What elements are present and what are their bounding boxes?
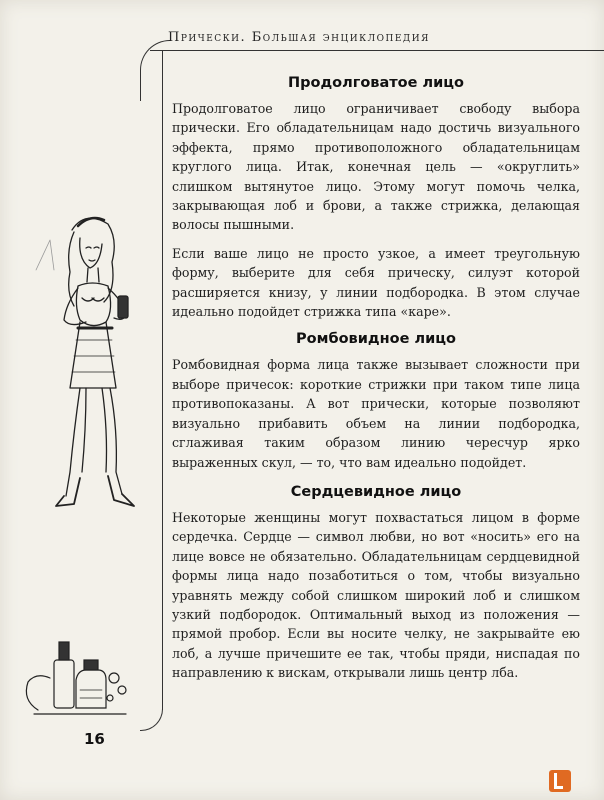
paragraph: Продолговатое лицо ограничивает свободу выбора прически. Его обладательницам надо достичь визуального эффекта, прямо противоположного обладательницам круглого лица. Итак, конечная цель — «округлить» слишком вытянутое лицо. Этому могут помочь челка, закрывающая лоб и брови, а также стрижка, делающая волосы пышными. <box>172 101 580 233</box>
header-rule <box>150 50 604 51</box>
running-header-title: Прически. Большая энциклопедия <box>168 30 430 45</box>
paragraph: Если ваше лицо не просто узкое, а имеет треугольную форму, выберите для себя прическу, силуэт которой расширяется книзу, у линии подбородка. В этом случае идеально подойдет стрижка типа «каре». <box>172 245 580 320</box>
ribbon-curl-ornament <box>140 690 163 731</box>
section-heading-oblong: Продолговатое лицо <box>287 75 464 91</box>
vertical-ribbon-rule <box>152 50 163 710</box>
page-number: 16 <box>84 730 105 748</box>
publisher-logo-icon <box>549 770 571 792</box>
section-heading-diamond: Ромбовидное лицо <box>296 331 456 348</box>
cosmetics-bottles-illustration <box>14 620 134 720</box>
paragraph: Ромбовидная форма лица также вызывает сложности при выборе причесок: короткие стрижки при таком типе лица противопоказаны. А вот прически, которые позволяют визуально прибавить объем на линии подбородка, сглаживая таким образом линию чересчур ярко выраженных скул, — то, что вам идеально подойдет. <box>172 357 580 470</box>
article-body <box>172 75 580 692</box>
logo-mark <box>554 773 563 789</box>
woman-figure-illustration <box>30 210 145 510</box>
paragraph: Некоторые женщины могут похвастаться лицом в форме сердечка. Сердце — символ любви, но вот «носить» его на лице вовсе не обязательно. Обладательницам сердцевидной формы лица надо позаботиться о том, чтобы визуально уравнять между собой слишком широкий лоб и слишком узкий подбородок. Оптимальный выход из положения — прямой пробор. Если вы носите челку, не закрывайте ею лоб, а лучше причешите ее так, чтобы пряди, ниспадая по направлению к вискам, открывали лишь центр лба. <box>172 509 580 681</box>
section-heading-heart: Сердцевидное лицо <box>290 483 462 500</box>
